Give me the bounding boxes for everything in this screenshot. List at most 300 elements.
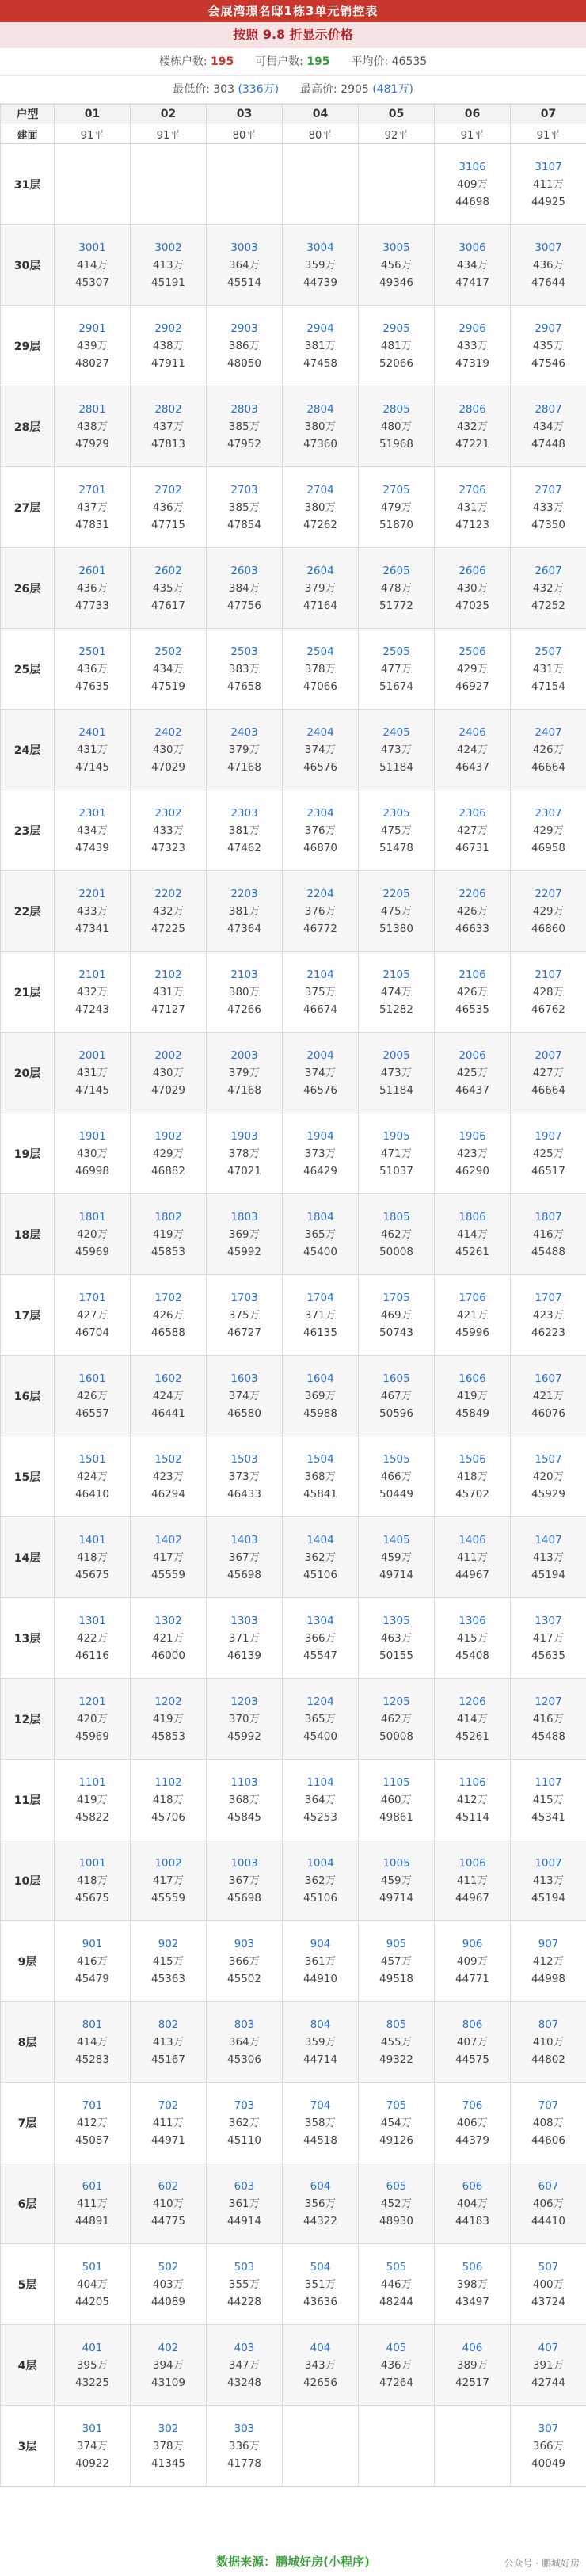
- discount-text: 按照 9.8 折显示价格: [233, 27, 353, 42]
- unit-price-per-sqm: 44967: [455, 1568, 489, 1581]
- unit-cell[interactable]: [435, 710, 511, 790]
- unit-cell[interactable]: [55, 2083, 131, 2163]
- unit-room-number: 505: [386, 2260, 407, 2274]
- unit-total-price: 378万: [152, 2439, 185, 2452]
- unit-cell[interactable]: [207, 710, 283, 790]
- unit-cell[interactable]: [283, 2325, 359, 2406]
- unit-price-per-sqm: 50743: [379, 1326, 413, 1339]
- unit-room-number: 3005: [382, 241, 410, 254]
- unit-price-per-sqm: 47266: [227, 1003, 261, 1016]
- unit-price-per-sqm: 44775: [151, 2214, 185, 2228]
- unit-cell[interactable]: [55, 1840, 131, 1921]
- unit-price-per-sqm: 45194: [531, 1568, 565, 1581]
- unit-cell[interactable]: [435, 1679, 511, 1760]
- unit-price-per-sqm: 47225: [151, 922, 185, 935]
- unit-cell[interactable]: [511, 1517, 586, 1598]
- unit-cell[interactable]: [283, 1436, 359, 1517]
- unit-cell[interactable]: [207, 1356, 283, 1436]
- unit-cell[interactable]: [55, 2244, 131, 2325]
- unit-cell[interactable]: [283, 710, 359, 790]
- unit-cell[interactable]: [207, 386, 283, 467]
- unit-total-price: 370万: [228, 1712, 261, 1726]
- max-price-total: (481万): [372, 83, 413, 96]
- col-header: 01: [55, 105, 131, 124]
- unit-room-number: 1502: [154, 1452, 182, 1466]
- unit-room-number: 1803: [230, 1210, 258, 1223]
- unit-cell[interactable]: [131, 467, 207, 548]
- unit-cell[interactable]: [131, 2002, 207, 2083]
- floor-row: [1, 1840, 586, 1921]
- unit-cell[interactable]: [283, 1921, 359, 2002]
- unit-cell[interactable]: [131, 1436, 207, 1517]
- unit-cell[interactable]: [131, 1598, 207, 1679]
- unit-cell[interactable]: [283, 1517, 359, 1598]
- unit-cell[interactable]: [435, 2163, 511, 2244]
- unit-cell[interactable]: [207, 1033, 283, 1113]
- unit-cell[interactable]: [207, 871, 283, 952]
- unit-cell[interactable]: [207, 952, 283, 1033]
- unit-cell[interactable]: [131, 306, 207, 386]
- unit-cell[interactable]: [55, 225, 131, 306]
- unit-cell[interactable]: [131, 386, 207, 467]
- unit-cell[interactable]: [207, 1436, 283, 1517]
- unit-cell[interactable]: [55, 306, 131, 386]
- unit-cell[interactable]: [207, 1194, 283, 1275]
- unit-cell[interactable]: [131, 1840, 207, 1921]
- unit-cell[interactable]: [207, 2406, 283, 2487]
- unit-cell[interactable]: [511, 1113, 586, 1194]
- unit-room-number: 704: [310, 2098, 331, 2112]
- unit-total-price: 411万: [532, 177, 565, 191]
- unit-cell[interactable]: [435, 1194, 511, 1275]
- unit-cell[interactable]: [511, 1840, 586, 1921]
- unit-price-per-sqm: 52066: [379, 356, 413, 370]
- unit-total-price: 417万: [152, 1874, 185, 1887]
- unit-cell[interactable]: [283, 2083, 359, 2163]
- unit-cell[interactable]: [435, 1598, 511, 1679]
- floor-label: 10层: [1, 1840, 55, 1921]
- unit-cell[interactable]: [207, 629, 283, 710]
- unit-total-price: 479万: [380, 500, 413, 514]
- unit-cell[interactable]: [435, 1275, 511, 1356]
- unit-cell[interactable]: [283, 2002, 359, 2083]
- unit-room-number: 2107: [535, 968, 562, 981]
- unit-cell[interactable]: [207, 1679, 283, 1760]
- unit-cell[interactable]: [435, 952, 511, 1033]
- unit-room-number: 401: [82, 2341, 103, 2354]
- unit-room-number: 2504: [306, 645, 334, 658]
- unit-cell[interactable]: [511, 548, 586, 629]
- unit-cell[interactable]: [207, 1840, 283, 1921]
- unit-cell[interactable]: [435, 1436, 511, 1517]
- unit-total-price: 416万: [76, 1954, 108, 1968]
- unit-cell[interactable]: [55, 2002, 131, 2083]
- unit-cell[interactable]: [511, 1356, 586, 1436]
- unit-cell[interactable]: [131, 790, 207, 871]
- unit-cell[interactable]: [207, 1760, 283, 1840]
- unit-total-price: 414万: [456, 1227, 489, 1241]
- unit-room-number: 2007: [535, 1048, 562, 1062]
- unit-cell[interactable]: [283, 1033, 359, 1113]
- unit-cell[interactable]: [283, 1113, 359, 1194]
- unit-cell[interactable]: [283, 1194, 359, 1275]
- unit-cell[interactable]: [131, 2325, 207, 2406]
- unit-cell[interactable]: [207, 306, 283, 386]
- unit-cell[interactable]: [511, 2002, 586, 2083]
- unit-price-per-sqm: 47360: [303, 437, 337, 451]
- floor-label: 15层: [1, 1436, 55, 1517]
- unit-cell[interactable]: [55, 952, 131, 1033]
- avg-price-value: 46535: [391, 55, 428, 68]
- unit-cell[interactable]: [359, 710, 435, 790]
- unit-total-price: 409万: [456, 1954, 489, 1968]
- unit-cell[interactable]: [55, 386, 131, 467]
- unit-cell[interactable]: [359, 952, 435, 1033]
- unit-cell[interactable]: [359, 467, 435, 548]
- unit-cell[interactable]: [359, 1436, 435, 1517]
- unit-room-number: 1702: [154, 1291, 182, 1304]
- unit-cell[interactable]: [511, 952, 586, 1033]
- unit-cell[interactable]: [283, 1840, 359, 1921]
- unit-cell[interactable]: [283, 225, 359, 306]
- unit-cell[interactable]: [131, 1113, 207, 1194]
- unit-price-per-sqm: 47029: [151, 760, 185, 774]
- unit-cell[interactable]: [131, 871, 207, 952]
- unit-cell[interactable]: [511, 1194, 586, 1275]
- unit-cell[interactable]: [435, 386, 511, 467]
- unit-cell[interactable]: [131, 1760, 207, 1840]
- unit-price-per-sqm: 45283: [75, 2053, 109, 2066]
- unit-cell[interactable]: [435, 1356, 511, 1436]
- unit-cell[interactable]: [55, 1436, 131, 1517]
- unit-price-per-sqm: 45841: [303, 1487, 337, 1501]
- unit-cell[interactable]: [435, 1760, 511, 1840]
- unit-cell[interactable]: [55, 710, 131, 790]
- unit-price-per-sqm: 46076: [531, 1406, 565, 1420]
- unit-cell[interactable]: [55, 1679, 131, 1760]
- unit-cell[interactable]: [511, 386, 586, 467]
- unit-room-number: 1905: [382, 1129, 410, 1143]
- unit-cell[interactable]: [283, 1760, 359, 1840]
- unit-cell[interactable]: [435, 467, 511, 548]
- unit-cell[interactable]: [207, 225, 283, 306]
- unit-cell[interactable]: [359, 2325, 435, 2406]
- unit-cell[interactable]: [511, 1436, 586, 1517]
- unit-cell[interactable]: [435, 629, 511, 710]
- unit-cell[interactable]: [511, 1760, 586, 1840]
- unit-cell[interactable]: [435, 790, 511, 871]
- unit-cell[interactable]: [283, 548, 359, 629]
- unit-price-per-sqm: 50596: [379, 1406, 413, 1420]
- unit-total-price: 409万: [456, 177, 489, 191]
- unit-cell[interactable]: [55, 1356, 131, 1436]
- unit-cell[interactable]: [283, 467, 359, 548]
- unit-cell[interactable]: [359, 548, 435, 629]
- floor-label: 7层: [1, 2083, 55, 2163]
- unit-cell[interactable]: [55, 2406, 131, 2487]
- unit-cell[interactable]: [511, 306, 586, 386]
- unit-cell[interactable]: [359, 1113, 435, 1194]
- unit-cell[interactable]: [207, 2244, 283, 2325]
- unit-price-per-sqm: 43497: [455, 2295, 489, 2308]
- unit-cell[interactable]: [207, 2083, 283, 2163]
- sales-control-table: [0, 104, 586, 2487]
- unit-cell[interactable]: [55, 548, 131, 629]
- unit-total-price: 379万: [304, 581, 337, 595]
- unit-cell[interactable]: [283, 790, 359, 871]
- wechat-watermark: 公众号 · 鹏城好房: [504, 2558, 580, 2569]
- unit-cell[interactable]: [55, 467, 131, 548]
- unit-cell[interactable]: [283, 871, 359, 952]
- unit-cell[interactable]: [131, 1679, 207, 1760]
- unit-total-price: 454万: [380, 2116, 413, 2129]
- unit-cell[interactable]: [359, 1760, 435, 1840]
- unit-price-per-sqm: 47417: [455, 276, 489, 289]
- unit-cell[interactable]: [55, 1517, 131, 1598]
- unit-cell[interactable]: [131, 1033, 207, 1113]
- unit-cell[interactable]: [511, 629, 586, 710]
- unit-cell[interactable]: [55, 1113, 131, 1194]
- unit-cell[interactable]: [55, 1033, 131, 1113]
- unit-cell[interactable]: [55, 1275, 131, 1356]
- unit-total-price: 383万: [228, 662, 261, 675]
- unit-cell[interactable]: [511, 1679, 586, 1760]
- unit-cell[interactable]: [359, 1356, 435, 1436]
- unit-room-number: 3106: [459, 160, 486, 173]
- unit-price-per-sqm: 47448: [531, 437, 565, 451]
- unit-cell[interactable]: [511, 144, 586, 225]
- unit-cell[interactable]: [55, 1194, 131, 1275]
- unit-cell[interactable]: [207, 548, 283, 629]
- unit-cell[interactable]: [435, 306, 511, 386]
- unit-cell[interactable]: [511, 2244, 586, 2325]
- unit-cell[interactable]: [55, 1760, 131, 1840]
- unit-room-number: 3007: [535, 241, 562, 254]
- unit-cell[interactable]: [359, 2244, 435, 2325]
- unit-cell[interactable]: [207, 1275, 283, 1356]
- unit-cell[interactable]: [283, 2244, 359, 2325]
- unit-cell[interactable]: [435, 1921, 511, 2002]
- unit-room-number: 1607: [535, 1372, 562, 1385]
- empty-cell: [435, 2406, 511, 2487]
- unit-cell[interactable]: [435, 144, 511, 225]
- unit-cell[interactable]: [283, 386, 359, 467]
- floor-row: [1, 1194, 586, 1275]
- unit-cell[interactable]: [131, 225, 207, 306]
- unit-total-price: 471万: [380, 1147, 413, 1160]
- unit-cell[interactable]: [511, 2083, 586, 2163]
- unit-cell[interactable]: [359, 1921, 435, 2002]
- unit-cell[interactable]: [511, 1598, 586, 1679]
- unit-cell[interactable]: [359, 629, 435, 710]
- unit-cell[interactable]: [55, 2325, 131, 2406]
- unit-cell[interactable]: [511, 467, 586, 548]
- unit-cell[interactable]: [283, 1356, 359, 1436]
- unit-cell[interactable]: [55, 1598, 131, 1679]
- unit-room-number: 1403: [230, 1533, 258, 1547]
- unit-cell[interactable]: [359, 306, 435, 386]
- unit-price-per-sqm: 47756: [227, 599, 261, 612]
- unit-price-per-sqm: 43225: [75, 2376, 109, 2389]
- unit-cell[interactable]: [131, 629, 207, 710]
- unit-price-per-sqm: 46927: [455, 679, 489, 693]
- unit-room-number: 2305: [382, 806, 410, 820]
- unit-total-price: 431万: [456, 500, 489, 514]
- unit-price-per-sqm: 51380: [379, 922, 413, 935]
- unit-cell[interactable]: [207, 467, 283, 548]
- unit-total-price: 378万: [304, 662, 337, 675]
- unit-room-number: 2501: [78, 645, 106, 658]
- unit-cell[interactable]: [207, 2163, 283, 2244]
- unit-price-per-sqm: 45408: [455, 1649, 489, 1662]
- unit-cell[interactable]: [131, 1275, 207, 1356]
- unit-price-per-sqm: 47439: [75, 841, 109, 854]
- unit-cell[interactable]: [435, 871, 511, 952]
- unit-cell[interactable]: [359, 1517, 435, 1598]
- unit-cell[interactable]: [435, 1840, 511, 1921]
- unit-room-number: 1903: [230, 1129, 258, 1143]
- unit-price-per-sqm: 45675: [75, 1891, 109, 1904]
- unit-cell[interactable]: [131, 952, 207, 1033]
- unit-total-price: 413万: [152, 2035, 185, 2049]
- unit-total-price: 431万: [152, 985, 185, 999]
- unit-cell[interactable]: [131, 548, 207, 629]
- unit-cell[interactable]: [359, 1679, 435, 1760]
- unit-cell[interactable]: [55, 2163, 131, 2244]
- unit-cell[interactable]: [131, 1356, 207, 1436]
- unit-cell[interactable]: [359, 1194, 435, 1275]
- unit-cell[interactable]: [511, 710, 586, 790]
- unit-cell[interactable]: [359, 871, 435, 952]
- unit-room-number: 2503: [230, 645, 258, 658]
- unit-room-number: 2206: [459, 887, 486, 900]
- unit-cell[interactable]: [207, 790, 283, 871]
- unit-cell[interactable]: [511, 1921, 586, 2002]
- unit-cell[interactable]: [359, 2163, 435, 2244]
- unit-room-number: 1801: [78, 1210, 106, 1223]
- unit-cell[interactable]: [131, 2406, 207, 2487]
- unit-cell[interactable]: [131, 1921, 207, 2002]
- unit-cell[interactable]: [511, 2325, 586, 2406]
- unit-cell[interactable]: [131, 1517, 207, 1598]
- floor-row: [1, 467, 586, 548]
- unit-cell[interactable]: [511, 790, 586, 871]
- unit-cell[interactable]: [283, 306, 359, 386]
- unit-cell[interactable]: [131, 2083, 207, 2163]
- unit-room-number: 2105: [382, 968, 410, 981]
- unit-price-per-sqm: 46433: [227, 1487, 261, 1501]
- unit-cell[interactable]: [359, 1598, 435, 1679]
- unit-cell[interactable]: [131, 2163, 207, 2244]
- unit-cell[interactable]: [55, 790, 131, 871]
- unit-cell[interactable]: [283, 952, 359, 1033]
- unit-cell[interactable]: [55, 629, 131, 710]
- unit-cell[interactable]: [283, 1275, 359, 1356]
- unit-cell[interactable]: [359, 1033, 435, 1113]
- unit-cell[interactable]: [511, 1033, 586, 1113]
- unit-cell[interactable]: [131, 2244, 207, 2325]
- unit-room-number: 3006: [459, 241, 486, 254]
- unit-cell[interactable]: [359, 1275, 435, 1356]
- unit-cell[interactable]: [511, 1275, 586, 1356]
- unit-price-per-sqm: 47635: [75, 679, 109, 693]
- unit-cell[interactable]: [207, 1921, 283, 2002]
- unit-room-number: 1303: [230, 1614, 258, 1627]
- unit-cell[interactable]: [511, 871, 586, 952]
- unit-cell[interactable]: [207, 2002, 283, 2083]
- unit-cell[interactable]: [359, 225, 435, 306]
- unit-total-price: 425万: [532, 1147, 565, 1160]
- empty-cell: [283, 144, 359, 225]
- unit-price-per-sqm: 44322: [303, 2214, 337, 2228]
- unit-room-number: 2407: [535, 725, 562, 739]
- unit-cell[interactable]: [55, 1921, 131, 2002]
- unit-price-per-sqm: 45341: [531, 1810, 565, 1824]
- unit-cell[interactable]: [283, 629, 359, 710]
- unit-cell[interactable]: [435, 2083, 511, 2163]
- unit-cell[interactable]: [359, 1840, 435, 1921]
- unit-price-per-sqm: 49714: [379, 1568, 413, 1581]
- col-header: 06: [435, 105, 511, 124]
- unit-cell[interactable]: [131, 710, 207, 790]
- unit-cell[interactable]: [359, 2083, 435, 2163]
- unit-room-number: 2807: [535, 402, 562, 416]
- unit-cell[interactable]: [283, 1679, 359, 1760]
- col-header: 07: [511, 105, 586, 124]
- unit-cell[interactable]: [435, 2325, 511, 2406]
- unit-price-per-sqm: 47458: [303, 356, 337, 370]
- footer: [0, 2553, 586, 2570]
- unit-cell[interactable]: [283, 1598, 359, 1679]
- unit-cell[interactable]: [207, 1113, 283, 1194]
- unit-cell[interactable]: [435, 1517, 511, 1598]
- unit-cell[interactable]: [359, 2002, 435, 2083]
- unit-cell[interactable]: [207, 1598, 283, 1679]
- unit-cell[interactable]: [55, 871, 131, 952]
- unit-price-per-sqm: 46441: [151, 1406, 185, 1420]
- unit-cell[interactable]: [283, 2163, 359, 2244]
- unit-cell[interactable]: [435, 225, 511, 306]
- unit-cell[interactable]: [435, 1033, 511, 1113]
- unit-cell[interactable]: [207, 1517, 283, 1598]
- area-value: 91平: [435, 124, 511, 144]
- unit-cell[interactable]: [435, 1113, 511, 1194]
- unit-room-number: 405: [386, 2341, 407, 2354]
- unit-price-per-sqm: 51968: [379, 437, 413, 451]
- unit-price-per-sqm: 46772: [303, 922, 337, 935]
- unit-price-per-sqm: 47025: [455, 599, 489, 612]
- unit-cell[interactable]: [511, 225, 586, 306]
- unit-cell[interactable]: [435, 548, 511, 629]
- unit-total-price: 414万: [76, 2035, 108, 2049]
- unit-cell[interactable]: [359, 790, 435, 871]
- unit-room-number: 1503: [230, 1452, 258, 1466]
- unit-price-per-sqm: 44771: [455, 1972, 489, 1985]
- unit-price-per-sqm: 47029: [151, 1083, 185, 1097]
- unit-total-price: 381万: [228, 904, 261, 918]
- unit-cell[interactable]: [207, 2325, 283, 2406]
- unit-cell[interactable]: [511, 2406, 586, 2487]
- unit-cell[interactable]: [511, 2163, 586, 2244]
- unit-price-per-sqm: 47952: [227, 437, 261, 451]
- unit-cell[interactable]: [131, 1194, 207, 1275]
- unit-room-number: 1001: [78, 1856, 106, 1870]
- unit-cell[interactable]: [435, 2244, 511, 2325]
- unit-cell[interactable]: [435, 2002, 511, 2083]
- unit-cell[interactable]: [359, 386, 435, 467]
- unit-room-number: 604: [310, 2179, 331, 2193]
- unit-total-price: 417万: [152, 1551, 185, 1564]
